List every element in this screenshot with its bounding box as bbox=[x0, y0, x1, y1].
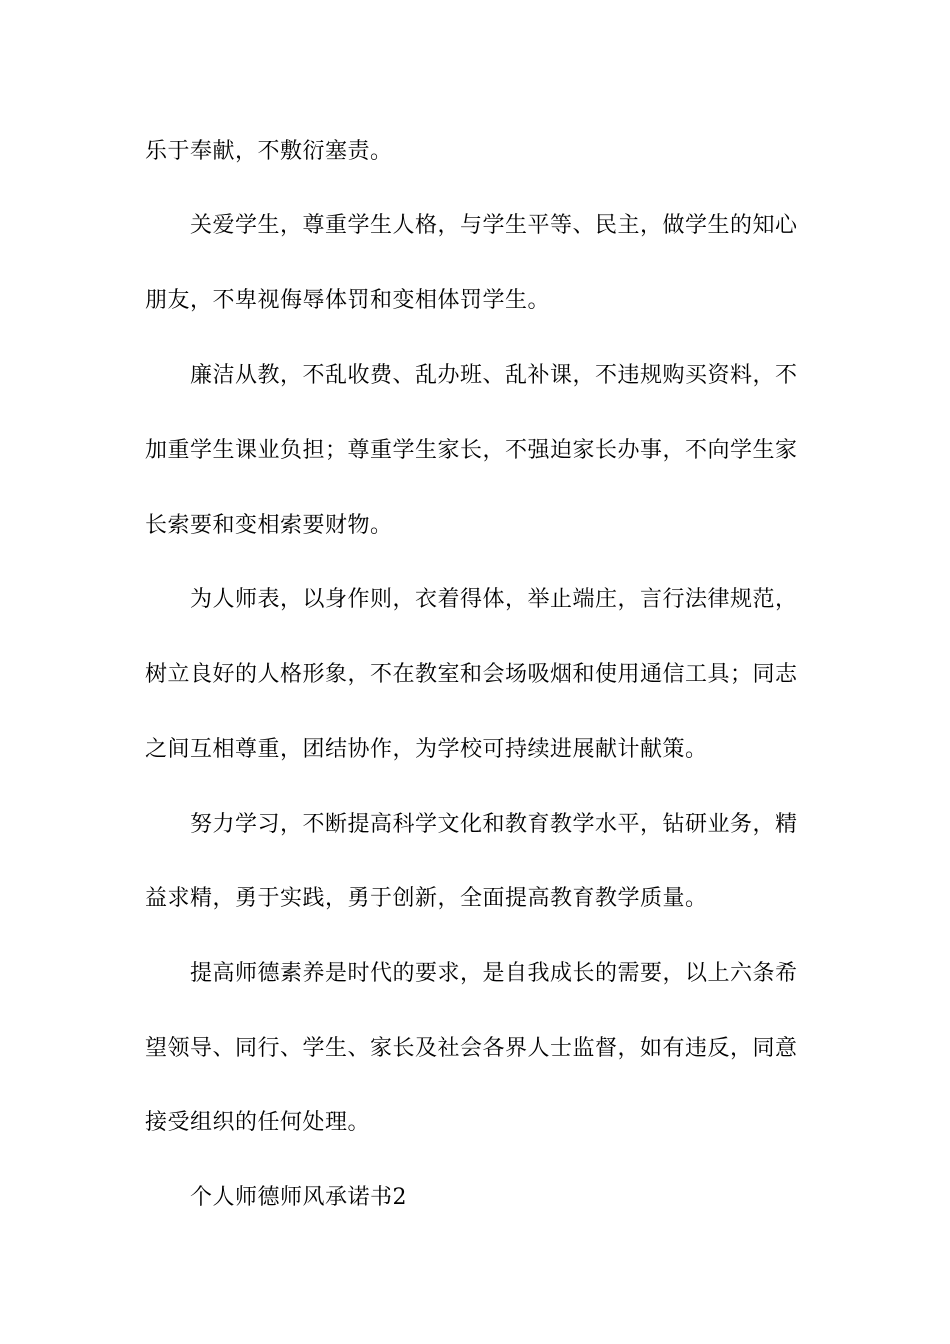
text-line-2: 关爱学生，尊重学生人格，与学生平等、民主，做学生的知心 bbox=[190, 213, 798, 238]
text-line-6: 长索要和变相索要财物。 bbox=[145, 513, 393, 538]
text-line-5: 加重学生课业负担；尊重学生家长，不强迫家长办事，不向学生家 bbox=[145, 438, 798, 463]
text-line-1: 乐于奉献，不敷衍塞责。 bbox=[145, 139, 393, 164]
section-heading: 个人师德师风承诺书2 bbox=[190, 1185, 407, 1210]
text-line-9: 之间互相尊重，团结协作，为学校可持续进展献计献策。 bbox=[145, 737, 708, 762]
text-line-7: 为人师表，以身作则，衣着得体，举止端庄，言行法律规范， bbox=[190, 587, 798, 612]
text-line-11: 益求精，勇于实践，勇于创新，全面提高教育教学质量。 bbox=[145, 886, 708, 911]
text-line-13: 望领导、同行、学生、家长及社会各界人士监督，如有违反，同意 bbox=[145, 1036, 798, 1061]
text-line-10: 努力学习，不断提高科学文化和教育教学水平，钻研业务，精 bbox=[190, 812, 798, 837]
text-line-14: 接受组织的任何处理。 bbox=[145, 1110, 371, 1135]
text-line-4: 廉洁从教，不乱收费、乱办班、乱补课，不违规购买资料，不 bbox=[190, 363, 798, 388]
text-line-8: 树立良好的人格形象，不在教室和会场吸烟和使用通信工具；同志 bbox=[145, 662, 798, 687]
text-line-3: 朋友，不卑视侮辱体罚和变相体罚学生。 bbox=[145, 288, 551, 313]
text-line-12: 提高师德素养是时代的要求，是自我成长的需要，以上六条希 bbox=[190, 961, 798, 986]
